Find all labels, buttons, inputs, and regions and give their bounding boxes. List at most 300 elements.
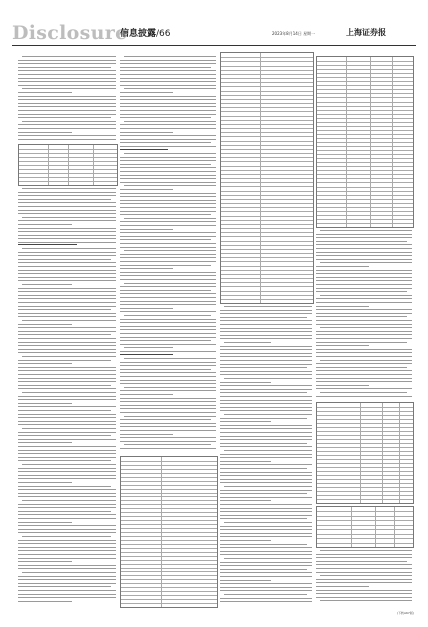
table-row-rule bbox=[221, 91, 313, 92]
text-line bbox=[18, 435, 111, 436]
text-line bbox=[120, 99, 216, 100]
table-row-rule bbox=[221, 116, 313, 117]
table-col-rule bbox=[260, 53, 261, 303]
text-line bbox=[22, 88, 116, 89]
text-line bbox=[120, 401, 216, 402]
text-line bbox=[18, 594, 116, 595]
table-col-rule bbox=[360, 403, 361, 503]
text-line bbox=[18, 543, 116, 544]
text-line bbox=[220, 583, 312, 584]
table-row-rule bbox=[317, 207, 413, 208]
table-row-rule bbox=[317, 138, 413, 139]
table-row-rule bbox=[221, 186, 313, 187]
text-line bbox=[18, 106, 116, 107]
masthead bbox=[12, 22, 416, 44]
text-line bbox=[22, 284, 72, 285]
text-line bbox=[120, 426, 216, 427]
table-row-rule bbox=[221, 245, 313, 246]
data-table bbox=[316, 506, 414, 548]
text-line bbox=[22, 536, 111, 537]
table-row-rule bbox=[121, 575, 217, 576]
text-line bbox=[18, 478, 116, 479]
table-row-rule bbox=[317, 516, 413, 517]
text-line bbox=[316, 586, 369, 587]
text-line bbox=[224, 450, 312, 451]
text-line bbox=[124, 347, 173, 348]
text-line bbox=[320, 575, 412, 576]
text-line bbox=[220, 418, 307, 419]
text-line bbox=[316, 248, 412, 249]
text-line bbox=[18, 450, 116, 451]
text-line bbox=[120, 157, 216, 158]
text-line bbox=[120, 110, 216, 111]
text-line bbox=[120, 311, 216, 312]
text-line bbox=[120, 114, 216, 115]
table-row-rule bbox=[221, 211, 313, 212]
text-line bbox=[120, 326, 216, 327]
text-line bbox=[220, 407, 312, 408]
text-line bbox=[18, 252, 116, 253]
table-col-rule bbox=[375, 507, 376, 547]
section-title bbox=[120, 26, 171, 39]
text-line bbox=[220, 436, 312, 437]
text-line bbox=[18, 210, 116, 211]
data-table bbox=[220, 52, 314, 304]
text-line bbox=[316, 572, 412, 573]
table-row-rule bbox=[221, 257, 313, 258]
text-line bbox=[22, 217, 116, 218]
text-line bbox=[120, 437, 216, 438]
table-col-rule bbox=[399, 403, 400, 503]
text-line bbox=[18, 334, 111, 335]
text-line bbox=[120, 203, 216, 204]
table-row-rule bbox=[221, 166, 313, 167]
text-line bbox=[120, 214, 211, 215]
text-line bbox=[18, 518, 116, 519]
table-row-rule bbox=[317, 195, 413, 196]
table-col-rule bbox=[93, 145, 94, 185]
text-line bbox=[320, 295, 412, 296]
table-row-rule bbox=[317, 543, 413, 544]
text-line bbox=[224, 342, 271, 343]
text-line bbox=[120, 390, 216, 391]
text-line bbox=[18, 550, 116, 551]
table-row-rule bbox=[221, 95, 313, 96]
table-row-rule bbox=[317, 73, 413, 74]
text-line bbox=[120, 229, 173, 230]
text-line bbox=[320, 360, 412, 361]
text-line bbox=[124, 387, 216, 388]
text-line bbox=[18, 432, 116, 433]
text-line bbox=[18, 475, 116, 476]
text-line bbox=[220, 371, 312, 372]
text-line bbox=[220, 562, 312, 563]
text-line bbox=[22, 464, 116, 465]
table-row-rule bbox=[221, 145, 313, 146]
table-row-rule bbox=[121, 512, 217, 513]
table-row-rule bbox=[221, 128, 313, 129]
text-line bbox=[18, 74, 116, 75]
table-row-rule bbox=[221, 261, 313, 262]
text-line bbox=[120, 351, 216, 352]
text-line bbox=[316, 363, 412, 364]
text-line bbox=[18, 117, 111, 118]
table-row-rule bbox=[121, 532, 217, 533]
text-line bbox=[120, 128, 216, 129]
table-row-rule bbox=[317, 85, 413, 86]
text-line bbox=[18, 565, 116, 566]
text-line bbox=[120, 333, 216, 334]
text-line bbox=[120, 405, 216, 406]
data-table bbox=[316, 56, 414, 228]
text-line bbox=[220, 331, 312, 332]
text-line bbox=[220, 554, 312, 555]
text-line bbox=[120, 139, 216, 140]
table-row-rule bbox=[221, 224, 313, 225]
text-line bbox=[18, 224, 72, 225]
text-line bbox=[316, 356, 412, 357]
text-line bbox=[18, 220, 116, 221]
text-line bbox=[220, 493, 307, 494]
table-row-rule bbox=[317, 534, 413, 535]
text-line bbox=[220, 529, 312, 530]
table-row-rule bbox=[221, 136, 313, 137]
table-col-rule bbox=[351, 507, 352, 547]
text-line bbox=[120, 293, 216, 294]
table-col-rule bbox=[68, 145, 69, 185]
text-line bbox=[220, 356, 312, 357]
table-row-rule bbox=[317, 77, 413, 78]
continuation-note: (下转A67版) bbox=[396, 611, 414, 615]
text-line bbox=[220, 587, 312, 588]
table-row-rule bbox=[121, 469, 217, 470]
text-line bbox=[18, 406, 116, 407]
text-line bbox=[18, 96, 116, 97]
text-line bbox=[18, 381, 116, 382]
data-table bbox=[18, 144, 118, 186]
text-line bbox=[18, 255, 116, 256]
dateline: 2023年8月14日 星期一 bbox=[272, 31, 316, 36]
table-row-rule bbox=[317, 223, 413, 224]
text-line bbox=[120, 74, 216, 75]
text-line bbox=[120, 142, 211, 143]
text-line bbox=[220, 500, 271, 501]
page-number: /66 bbox=[156, 29, 171, 39]
text-line bbox=[18, 110, 116, 111]
table-row-rule bbox=[317, 146, 413, 147]
table-row-rule bbox=[121, 564, 217, 565]
text-line bbox=[120, 182, 216, 183]
text-line bbox=[120, 304, 216, 305]
text-line bbox=[316, 259, 412, 260]
table-row-rule bbox=[221, 170, 313, 171]
table-row-rule bbox=[221, 82, 313, 83]
text-line bbox=[18, 199, 111, 200]
text-line bbox=[18, 442, 72, 443]
table-row-rule bbox=[317, 114, 413, 115]
text-line bbox=[316, 561, 407, 562]
table-row-rule bbox=[121, 595, 217, 596]
text-line bbox=[316, 280, 412, 281]
text-line bbox=[220, 367, 307, 368]
text-line bbox=[120, 398, 216, 399]
newspaper-name: 上海证券报 bbox=[346, 27, 386, 37]
text-line bbox=[120, 124, 216, 125]
text-line bbox=[120, 167, 216, 168]
text-line bbox=[120, 286, 216, 287]
text-line bbox=[220, 569, 307, 570]
table-row-rule bbox=[221, 66, 313, 67]
text-line bbox=[18, 259, 111, 260]
text-line bbox=[124, 88, 216, 89]
table-row-rule bbox=[121, 599, 217, 600]
text-line bbox=[316, 241, 407, 242]
text-line bbox=[220, 360, 312, 361]
text-line bbox=[18, 242, 116, 243]
text-line bbox=[22, 500, 116, 501]
text-line bbox=[120, 257, 216, 258]
text-line bbox=[18, 374, 116, 375]
table-row-rule bbox=[121, 583, 217, 584]
table-row-rule bbox=[121, 571, 217, 572]
text-line bbox=[220, 320, 312, 321]
text-line bbox=[18, 558, 116, 559]
text-line bbox=[220, 421, 271, 422]
text-line bbox=[316, 385, 369, 386]
text-line bbox=[316, 582, 412, 583]
text-line bbox=[18, 424, 116, 425]
text-line bbox=[120, 146, 216, 147]
text-line bbox=[120, 372, 216, 373]
table-row-rule bbox=[317, 130, 413, 131]
text-line bbox=[220, 410, 312, 411]
text-line bbox=[18, 414, 116, 415]
text-line bbox=[220, 464, 312, 465]
table-row-rule bbox=[317, 134, 413, 135]
text-line bbox=[18, 306, 116, 307]
table-row-rule bbox=[121, 485, 217, 486]
table-row-rule bbox=[221, 228, 313, 229]
text-line bbox=[120, 96, 216, 97]
table-row-rule bbox=[221, 220, 313, 221]
text-line bbox=[220, 346, 312, 347]
text-line bbox=[120, 412, 216, 413]
text-line bbox=[316, 244, 412, 245]
text-line bbox=[18, 291, 116, 292]
text-line bbox=[316, 320, 412, 321]
text-line bbox=[316, 324, 412, 325]
text-line bbox=[18, 270, 116, 271]
table-col-rule bbox=[161, 457, 162, 607]
text-line bbox=[320, 392, 407, 393]
text-line bbox=[224, 306, 312, 307]
text-line bbox=[224, 594, 307, 595]
text-line bbox=[18, 363, 72, 364]
table-row-rule bbox=[121, 544, 217, 545]
data-table bbox=[316, 402, 414, 504]
table-row-rule bbox=[317, 174, 413, 175]
text-line bbox=[316, 342, 407, 343]
table-col-rule bbox=[382, 403, 383, 503]
text-line bbox=[120, 297, 216, 298]
text-line bbox=[120, 247, 216, 248]
table-row-rule bbox=[121, 524, 217, 525]
text-line bbox=[120, 423, 216, 424]
text-line bbox=[220, 443, 307, 444]
table-row-rule bbox=[121, 477, 217, 478]
text-line bbox=[18, 309, 111, 310]
text-line bbox=[220, 374, 312, 375]
text-line bbox=[18, 399, 116, 400]
text-line bbox=[220, 526, 312, 527]
table-row-rule bbox=[221, 270, 313, 271]
text-line bbox=[18, 352, 116, 353]
column-4 bbox=[316, 52, 412, 606]
text-line bbox=[316, 374, 412, 375]
text-line bbox=[316, 367, 407, 368]
text-line bbox=[220, 428, 312, 429]
text-line bbox=[220, 479, 312, 480]
text-line bbox=[120, 275, 216, 276]
text-line bbox=[18, 338, 116, 339]
text-line bbox=[22, 356, 116, 357]
text-line bbox=[120, 441, 216, 442]
text-line bbox=[220, 515, 312, 516]
text-line bbox=[316, 309, 412, 310]
text-line bbox=[316, 266, 369, 267]
table-row-rule bbox=[221, 161, 313, 162]
text-line bbox=[18, 532, 116, 533]
text-line bbox=[18, 277, 116, 278]
table-row-rule bbox=[317, 122, 413, 123]
text-line bbox=[120, 308, 173, 309]
table-row-rule bbox=[121, 520, 217, 521]
table-row-rule bbox=[317, 166, 413, 167]
table-row-rule bbox=[317, 154, 413, 155]
text-line bbox=[220, 590, 312, 591]
text-line bbox=[120, 106, 216, 107]
text-line bbox=[22, 121, 116, 122]
table-row-rule bbox=[317, 215, 413, 216]
table-row-rule bbox=[221, 216, 313, 217]
text-line bbox=[124, 444, 211, 445]
text-line bbox=[224, 522, 312, 523]
table-row-rule bbox=[221, 232, 313, 233]
text-line bbox=[18, 78, 116, 79]
text-line bbox=[22, 56, 116, 57]
table-row-rule bbox=[221, 178, 313, 179]
text-line bbox=[18, 471, 116, 472]
text-line bbox=[316, 338, 412, 339]
text-line bbox=[22, 248, 116, 249]
table-row-rule bbox=[317, 81, 413, 82]
text-line bbox=[18, 114, 116, 115]
data-table bbox=[120, 456, 218, 608]
table-row-rule bbox=[221, 174, 313, 175]
text-line bbox=[18, 298, 116, 299]
table-row-rule bbox=[121, 556, 217, 557]
text-line bbox=[220, 439, 312, 440]
text-line bbox=[220, 511, 312, 512]
table-row-rule bbox=[121, 493, 217, 494]
text-line bbox=[18, 206, 116, 207]
text-line bbox=[316, 381, 412, 382]
text-line bbox=[120, 408, 216, 409]
text-line bbox=[18, 231, 116, 232]
table-row-rule bbox=[317, 89, 413, 90]
text-line bbox=[18, 417, 116, 418]
text-line bbox=[220, 335, 312, 336]
text-line bbox=[124, 315, 211, 316]
text-line bbox=[120, 189, 173, 190]
text-line bbox=[18, 92, 72, 93]
table-row-rule bbox=[221, 103, 313, 104]
text-line bbox=[18, 583, 116, 584]
text-line bbox=[220, 533, 312, 534]
text-line bbox=[120, 329, 216, 330]
table-row-rule bbox=[221, 86, 313, 87]
text-line bbox=[220, 349, 312, 350]
text-line bbox=[18, 103, 116, 104]
text-line bbox=[18, 135, 116, 136]
text-line bbox=[120, 301, 216, 302]
text-line bbox=[120, 254, 216, 255]
text-line bbox=[120, 92, 173, 93]
text-line bbox=[22, 392, 116, 393]
text-line bbox=[120, 103, 216, 104]
text-line bbox=[224, 486, 312, 487]
text-line bbox=[120, 319, 216, 320]
text-line bbox=[18, 396, 116, 397]
text-line bbox=[18, 360, 111, 361]
text-line bbox=[220, 490, 312, 491]
text-line bbox=[18, 522, 72, 523]
text-line bbox=[18, 63, 116, 64]
text-line bbox=[316, 252, 412, 253]
table-row-rule bbox=[121, 473, 217, 474]
text-line bbox=[120, 340, 211, 341]
text-line bbox=[18, 60, 116, 61]
text-line bbox=[220, 432, 312, 433]
table-col-rule bbox=[370, 57, 371, 227]
text-line bbox=[18, 349, 116, 350]
text-line bbox=[316, 345, 369, 346]
text-line bbox=[220, 328, 312, 329]
table-row-rule bbox=[221, 61, 313, 62]
text-line bbox=[316, 331, 412, 332]
text-line bbox=[120, 448, 216, 449]
text-line bbox=[220, 540, 271, 541]
text-line bbox=[120, 383, 216, 384]
text-line bbox=[120, 196, 216, 197]
text-line bbox=[220, 504, 312, 505]
text-line bbox=[18, 496, 116, 497]
text-line bbox=[120, 261, 216, 262]
table-row-rule bbox=[317, 178, 413, 179]
text-line bbox=[124, 358, 216, 359]
table-row-rule bbox=[317, 142, 413, 143]
text-line bbox=[220, 468, 307, 469]
text-line bbox=[220, 508, 312, 509]
table-row-rule bbox=[221, 182, 313, 183]
text-line bbox=[124, 121, 216, 122]
text-line bbox=[316, 349, 412, 350]
table-row-rule bbox=[317, 158, 413, 159]
text-line bbox=[120, 430, 216, 431]
text-line bbox=[120, 211, 216, 212]
text-line bbox=[320, 262, 412, 263]
text-line bbox=[120, 365, 216, 366]
